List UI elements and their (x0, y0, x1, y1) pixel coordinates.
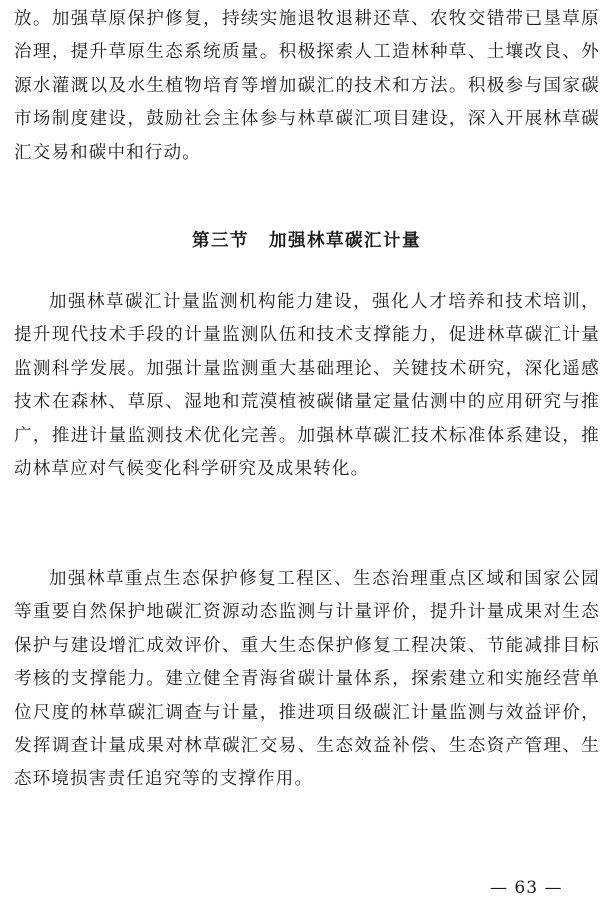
section-heading (0, 227, 613, 252)
section-title: 加强林草碳汇计量 (269, 231, 421, 251)
page-number: — 63 — (490, 878, 563, 898)
paragraph-dynamic-monitoring: 加强林草重点生态保护修复工程区、生态治理重点区域和国家公园等重要自然保护地碳汇资源动态监测与计量评价，提升计量成果对生态保护与建设增汇成效评价、重大生态保护修复工程决策、节能减排目标考核的支撑能力。建立健全青海省碳计量体系，探索建立和实施经营单位尺度的林草碳汇调查与计量，推进项目级碳汇计量监测与效益评价，发挥调查计量成果对林草碳汇交易、生态效益补偿、生态资产管理、生态环境损害责任追究等的支撑作用。 (14, 569, 600, 790)
paragraph-continued: 放。加强草原保护修复，持续实施退牧退耕还草、农牧交错带已垦草原治理，提升草原生态系统质量。积极探索人工造林种草、土壤改良、外源水灌溉以及水生植物培育等增加碳汇的技术和方法。积极参与国家碳市场制度建设，鼓励社会主体参与林草碳汇项目建设，深入开展林草碳汇交易和碳中和行动。 (14, 9, 600, 163)
section-number: 第三节 (192, 231, 249, 251)
paragraph-monitoring-capacity: 加强林草碳汇计量监测机构能力建设，强化人才培养和技术培训，提升现代技术手段的计量监测队伍和技术支撑能力，促进林草碳汇计量监测科学发展。加强计量监测重大基础理论、关键技术研究，深化遥感技术在森林、草原、湿地和荒漠植被碳储量定量估测中的应用研究与推广，推进计量监测技术优化完善。加强林草碳汇技术标准体系建设，推动林草应对气候变化科学研究及成果转化。 (14, 292, 600, 480)
